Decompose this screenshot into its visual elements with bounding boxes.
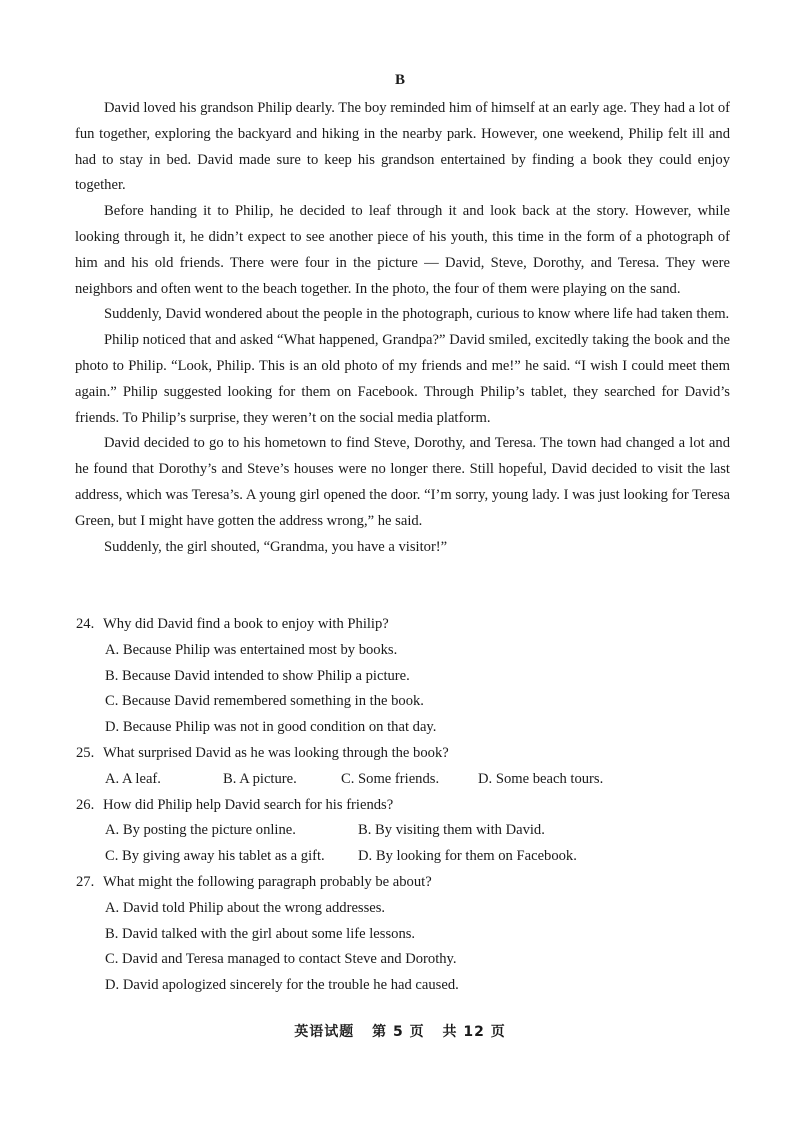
question-list	[76, 612, 736, 999]
option-d: D. Some beach tours.	[478, 770, 604, 787]
option-c: C. Because David remembered something in the book.	[105, 693, 424, 710]
passage-paragraph: David loved his grandson Philip dearly. The boy reminded him of himself at an early age. They had a lot of fun together, exploring the backyard and hiking in the nearby park. However, one weekend, Philip felt ill and had to stay in bed. David made sure to keep his grandson entertained by finding a book they could enjoy together.	[75, 100, 730, 194]
question-number: 24.	[76, 616, 95, 632]
option-c: C. Some friends.	[341, 770, 440, 787]
option-c: C. By giving away his tablet as a gift.	[105, 848, 325, 865]
option-b: B. David talked with the girl about some life lessons.	[105, 925, 416, 942]
option-a: A. David told Philip about the wrong addresses.	[105, 899, 386, 916]
question-24	[76, 612, 736, 741]
option-row	[76, 818, 736, 844]
question-26	[76, 793, 736, 870]
passage-paragraph: Suddenly, the girl shouted, “Grandma, you have a visitor!”	[104, 538, 448, 555]
option-b: B. A picture.	[223, 770, 297, 787]
passage-paragraph: Philip noticed that and asked “What happened, Grandpa?” David smiled, excitedly taking the book and the photo to Philip. “Look, Philip. This is an old photo of my friends and me!” he said. “I wish I could meet them again.” Philip suggested looking for them on Facebook. Through Philip’s tablet, they searched for David’s friends. To Philip’s surprise, they weren’t on the social media platform.	[75, 332, 730, 426]
option-d: D. David apologized sincerely for the trouble he had caused.	[105, 977, 459, 994]
footer-page-number: 第 5 页	[372, 1024, 425, 1040]
question-stem: How did Philip help David search for his friends?	[103, 796, 394, 813]
question-number: 26.	[76, 796, 95, 813]
question-stem: Why did David find a book to enjoy with Philip?	[103, 616, 389, 632]
option-d: D. By looking for them on Facebook.	[358, 848, 577, 865]
option-d: D. Because Philip was not in good condition on that day.	[105, 719, 437, 736]
page-footer	[0, 1021, 800, 1041]
option-a: A. By posting the picture online.	[105, 822, 296, 839]
option-c: C. David and Teresa managed to contact Steve and Dorothy.	[105, 951, 457, 968]
option-b: B. By visiting them with David.	[358, 822, 545, 839]
question-25	[76, 741, 736, 793]
passage-paragraph: Suddenly, David wondered about the people in the photograph, curious to know where life had taken them.	[104, 306, 730, 323]
question-number: 25.	[76, 744, 95, 761]
passage-paragraph: David decided to go to his hometown to find Steve, Dorothy, and Teresa. The town had changed a lot and he found that Dorothy’s and Steve’s houses were no longer there. Still hopeful, David decided to visit the last address, which was Teresa’s. A young girl opened the door. “I’m sorry, young lady. I was just looking for Teresa Green, but I might have gotten the address wrong,” he said.	[75, 435, 730, 529]
footer-subject: 英语试题	[294, 1024, 355, 1040]
section-title: B	[394, 72, 405, 88]
option-b: B. Because David intended to show Philip a picture.	[105, 667, 410, 684]
reading-passage	[75, 96, 730, 560]
question-27	[76, 870, 736, 999]
footer-total-pages: 共 12 页	[442, 1024, 506, 1040]
question-stem: What might the following paragraph probably be about?	[103, 873, 432, 890]
option-a: A. Because Philip was entertained most by books.	[105, 641, 398, 658]
option-a: A. A leaf.	[105, 770, 161, 787]
passage-paragraph: Before handing it to Philip, he decided to leaf through it and look back at the story. However, while looking through it, he didn’t expect to see another piece of his youth, this time in the form of a photograph of him and his old friends. There were four in the picture — David, Steve, Dorothy, and Teresa. They were neighbors and often went to the beach together. In the photo, the four of them were playing on the sand.	[75, 203, 730, 297]
option-row	[76, 767, 736, 793]
question-number: 27.	[76, 873, 95, 890]
question-stem: What surprised David as he was looking through the book?	[103, 744, 449, 761]
option-row	[76, 844, 736, 870]
